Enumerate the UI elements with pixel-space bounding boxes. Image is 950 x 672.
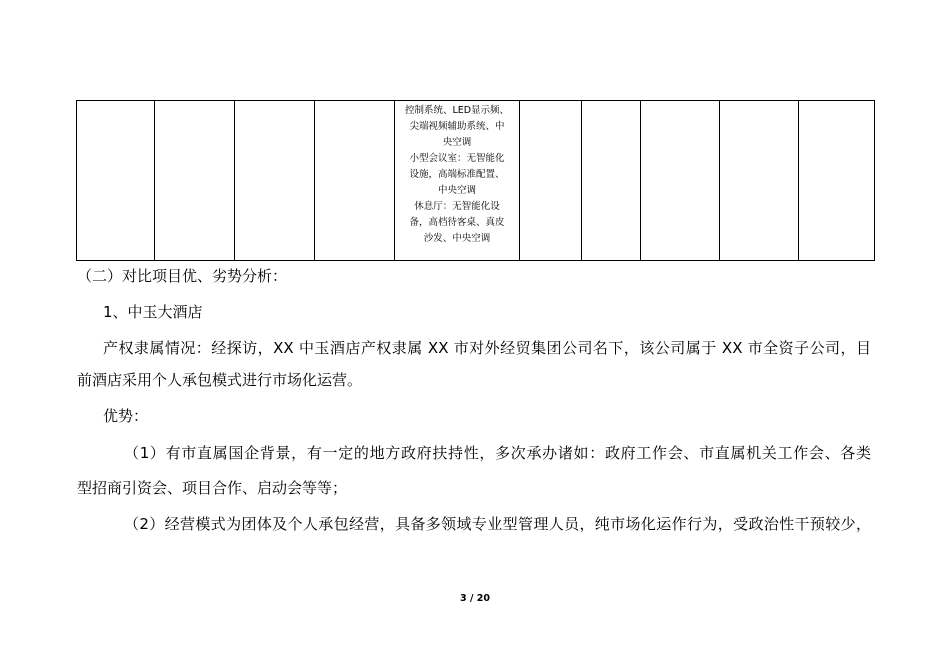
table-cell [641,101,720,261]
table-cell [799,101,875,261]
cell-line: 小型会议室：无智能化 [409,153,505,164]
cell-line: 设施，高端标准配置、 [409,169,505,180]
table-cell [155,101,235,261]
advantages-label: 优势： [103,407,149,425]
paragraph-line: 前酒店采用个人承包模式进行市场化运营。 [77,371,363,389]
page-number: 3 / 20 [460,593,490,604]
cell-line: 央空调 [442,137,472,148]
comparison-table [76,100,875,261]
cell-line: 尖端视频辅助系统、中 [409,121,505,132]
table-cell [235,101,315,261]
section-heading: （二）对比项目优、劣势分析： [77,267,288,285]
paragraph-line: 型招商引资会、项目合作、启动会等等； [77,479,348,497]
paragraph-line: （1）有市直属国企背景，有一定的地方政府扶持性，多次承办诸如：政府工作会、市直属机关工作会、各类 [124,444,871,462]
item-heading: 1、中玉大酒店 [103,303,203,321]
cell-line: 休息厅：无智能化设 [414,201,500,212]
paragraph-line: 产权隶属情况：经探访，XX 中玉酒店产权隶属 XX 市对外经贸集团公司名下，该公司属于 XX 市全资子公司，目 [103,339,871,357]
table-cell [720,101,799,261]
table-cell [77,101,155,261]
cell-line: 沙发、中央空调 [423,233,491,244]
cell-line: 中央空调 [437,185,476,196]
paragraph-line: （2）经营模式为团体及个人承包经营，具备多领域专业型管理人员，纯市场化运作行为，受政治性干预较少， [124,515,871,533]
table-cell-facilities [395,101,520,261]
cell-line: 备，高档待客桌、真皮 [409,217,505,228]
table-cell [520,101,582,261]
table-cell [582,101,641,261]
table-cell [315,101,395,261]
cell-line: 控制系统、LED显示频、 [404,105,510,116]
